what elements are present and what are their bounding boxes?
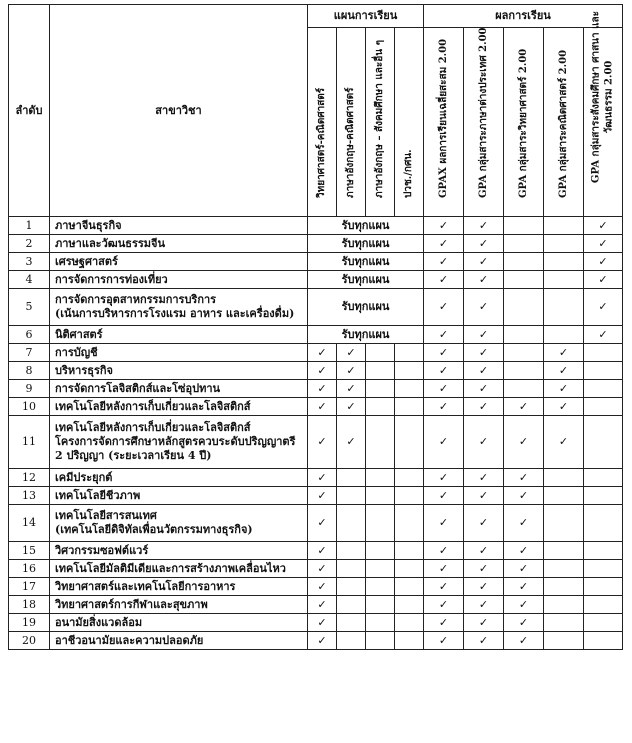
result-check-cell: ✓ — [544, 344, 584, 362]
result-check-cell: ✓ — [584, 217, 623, 235]
result-check-cell: ✓ — [424, 542, 464, 560]
result-empty-cell — [584, 505, 623, 542]
major-name — [50, 380, 308, 398]
table-row — [9, 487, 623, 505]
result-empty-cell — [584, 596, 623, 614]
major-name-line: เทคโนโลยีหลังการเก็บเกี่ยวและโลจิสติกส์ — [55, 399, 251, 413]
row-number: 3 — [9, 253, 50, 271]
result-empty-cell — [504, 253, 544, 271]
result-check-cell: ✓ — [544, 380, 584, 398]
result-check-cell: ✓ — [464, 632, 504, 650]
result-empty-cell — [544, 632, 584, 650]
result-check-cell: ✓ — [464, 469, 504, 487]
result-check-cell: ✓ — [504, 632, 544, 650]
result-check-cell: ✓ — [424, 271, 464, 289]
plan-all-cell: รับทุกแผน — [308, 326, 424, 344]
plan-empty-cell — [395, 560, 424, 578]
plan-empty-cell — [395, 632, 424, 650]
major-name-line: 2 ปริญญา (ระยะเวลาเรียน 4 ปี) — [55, 448, 212, 462]
plan-check-cell: ✓ — [308, 542, 337, 560]
result-empty-cell — [584, 469, 623, 487]
result-empty-cell — [504, 217, 544, 235]
table-row — [9, 271, 623, 289]
plan-empty-cell — [395, 614, 424, 632]
plan-empty-cell — [366, 542, 395, 560]
major-name-line: เทคโนโลยีชีวภาพ — [55, 488, 141, 502]
major-name — [50, 217, 308, 235]
result-check-cell: ✓ — [504, 416, 544, 469]
result-check-cell: ✓ — [424, 505, 464, 542]
result-check-cell: ✓ — [424, 578, 464, 596]
result-check-cell: ✓ — [424, 469, 464, 487]
plan-check-cell: ✓ — [308, 560, 337, 578]
table-row — [9, 253, 623, 271]
result-empty-cell — [584, 416, 623, 469]
result-check-cell: ✓ — [464, 578, 504, 596]
major-name-line: โครงการจัดการศึกษาหลักสูตรควบระดับปริญญาตรี — [55, 435, 296, 449]
major-name — [50, 416, 308, 469]
result-check-cell: ✓ — [464, 398, 504, 416]
plan-empty-cell — [395, 542, 424, 560]
plan-check-cell: ✓ — [308, 614, 337, 632]
result-check-cell: ✓ — [584, 235, 623, 253]
plan-check-cell: ✓ — [337, 416, 366, 469]
table-row — [9, 235, 623, 253]
result-check-cell: ✓ — [584, 289, 623, 326]
plan-empty-cell — [395, 362, 424, 380]
result-check-cell: ✓ — [424, 362, 464, 380]
plan-empty-cell — [395, 505, 424, 542]
result-check-cell: ✓ — [464, 487, 504, 505]
result-check-cell: ✓ — [424, 487, 464, 505]
header-result-col — [424, 28, 464, 217]
row-number: 9 — [9, 380, 50, 398]
table-row — [9, 560, 623, 578]
major-name — [50, 398, 308, 416]
result-empty-cell — [544, 578, 584, 596]
plan-check-cell: ✓ — [308, 469, 337, 487]
header-result-label: GPAX ผลการเรียนเฉลี่ยสะสม 2.00 — [437, 38, 449, 198]
result-check-cell: ✓ — [424, 380, 464, 398]
result-check-cell: ✓ — [464, 344, 504, 362]
result-empty-cell — [584, 632, 623, 650]
result-check-cell: ✓ — [464, 326, 504, 344]
plan-empty-cell — [395, 416, 424, 469]
header-plan-col — [337, 28, 366, 217]
plan-check-cell: ✓ — [337, 380, 366, 398]
row-number: 18 — [9, 596, 50, 614]
table-row — [9, 505, 623, 542]
plan-empty-cell — [337, 542, 366, 560]
table-row — [9, 416, 623, 469]
result-check-cell: ✓ — [504, 398, 544, 416]
header-plan-col — [395, 28, 424, 217]
result-check-cell: ✓ — [424, 289, 464, 326]
table-row — [9, 380, 623, 398]
header-plan-label: ปวช./กศน. — [402, 148, 414, 198]
plan-check-cell: ✓ — [308, 398, 337, 416]
header-no: ลำดับ — [9, 5, 50, 217]
result-empty-cell — [584, 560, 623, 578]
result-empty-cell — [504, 362, 544, 380]
plan-empty-cell — [366, 505, 395, 542]
result-empty-cell — [584, 362, 623, 380]
result-check-cell: ✓ — [464, 505, 504, 542]
row-number: 7 — [9, 344, 50, 362]
result-check-cell: ✓ — [464, 362, 504, 380]
result-empty-cell — [504, 344, 544, 362]
plan-all-cell: รับทุกแผน — [308, 253, 424, 271]
row-number: 6 — [9, 326, 50, 344]
result-empty-cell — [504, 326, 544, 344]
result-check-cell: ✓ — [424, 326, 464, 344]
major-name-line: การจัดการอุตสาหกรรมการบริการ — [55, 293, 217, 307]
row-number: 10 — [9, 398, 50, 416]
result-check-cell: ✓ — [504, 487, 544, 505]
plan-all-cell: รับทุกแผน — [308, 289, 424, 326]
result-check-cell: ✓ — [464, 289, 504, 326]
result-check-cell: ✓ — [584, 253, 623, 271]
table-row — [9, 614, 623, 632]
plan-empty-cell — [366, 416, 395, 469]
plan-all-cell: รับทุกแผน — [308, 271, 424, 289]
major-name — [50, 578, 308, 596]
result-check-cell: ✓ — [424, 398, 464, 416]
table-row — [9, 326, 623, 344]
plan-empty-cell — [366, 362, 395, 380]
plan-check-cell: ✓ — [308, 344, 337, 362]
plan-empty-cell — [337, 614, 366, 632]
major-name — [50, 344, 308, 362]
major-name — [50, 289, 308, 326]
header-plan-label: ภาษาอังกฤษ – สังคมศึกษา และอื่น ๆ — [373, 39, 385, 198]
result-check-cell: ✓ — [424, 344, 464, 362]
result-check-cell: ✓ — [464, 271, 504, 289]
plan-empty-cell — [366, 560, 395, 578]
row-number: 5 — [9, 289, 50, 326]
header-row-groups — [9, 5, 623, 28]
major-name — [50, 487, 308, 505]
row-number: 13 — [9, 487, 50, 505]
result-check-cell: ✓ — [424, 253, 464, 271]
result-empty-cell — [544, 505, 584, 542]
result-empty-cell — [584, 487, 623, 505]
plan-empty-cell — [395, 344, 424, 362]
plan-empty-cell — [366, 469, 395, 487]
result-empty-cell — [544, 542, 584, 560]
row-number: 12 — [9, 469, 50, 487]
header-result-label: GPA กลุ่มสาระสังคมศึกษา ศาสนา และวัฒนธรรม 2.00 — [590, 10, 614, 184]
result-empty-cell — [544, 253, 584, 271]
result-check-cell: ✓ — [464, 560, 504, 578]
row-number: 17 — [9, 578, 50, 596]
major-name-line: การจัดการโลจิสติกส์และโซ่อุปทาน — [55, 381, 221, 395]
plan-check-cell: ✓ — [337, 344, 366, 362]
result-check-cell: ✓ — [504, 469, 544, 487]
plan-empty-cell — [366, 596, 395, 614]
result-empty-cell — [544, 614, 584, 632]
major-name-line: เศรษฐศาสตร์ — [55, 254, 118, 268]
header-result-col — [504, 28, 544, 217]
result-check-cell: ✓ — [464, 416, 504, 469]
plan-empty-cell — [395, 398, 424, 416]
result-check-cell: ✓ — [504, 578, 544, 596]
plan-all-cell: รับทุกแผน — [308, 235, 424, 253]
result-empty-cell — [544, 326, 584, 344]
row-number: 4 — [9, 271, 50, 289]
header-result-col — [544, 28, 584, 217]
result-check-cell: ✓ — [464, 217, 504, 235]
result-empty-cell — [544, 289, 584, 326]
plan-empty-cell — [366, 487, 395, 505]
major-name — [50, 253, 308, 271]
admission-table-sheet — [0, 4, 623, 650]
major-name-line: วิทยาศาสตร์การกีฬาและสุขภาพ — [55, 597, 208, 611]
plan-check-cell: ✓ — [308, 380, 337, 398]
header-result-col — [464, 28, 504, 217]
result-check-cell: ✓ — [464, 596, 504, 614]
row-number: 15 — [9, 542, 50, 560]
header-result-label: GPA กลุ่มสาระคณิตศาสตร์ 2.00 — [557, 49, 569, 198]
plan-empty-cell — [366, 632, 395, 650]
result-check-cell: ✓ — [544, 398, 584, 416]
plan-empty-cell — [395, 596, 424, 614]
row-number: 8 — [9, 362, 50, 380]
table-row — [9, 362, 623, 380]
result-check-cell: ✓ — [424, 560, 464, 578]
major-name-line: นิติศาสตร์ — [55, 327, 103, 341]
major-name-line: เคมีประยุกต์ — [55, 470, 113, 484]
plan-empty-cell — [395, 380, 424, 398]
result-check-cell: ✓ — [424, 217, 464, 235]
result-empty-cell — [584, 398, 623, 416]
row-number: 1 — [9, 217, 50, 235]
table-row — [9, 578, 623, 596]
row-number: 19 — [9, 614, 50, 632]
table-body — [9, 217, 623, 650]
result-empty-cell — [544, 487, 584, 505]
plan-empty-cell — [366, 380, 395, 398]
row-number: 2 — [9, 235, 50, 253]
major-name — [50, 632, 308, 650]
header-major: สาขาวิชา — [50, 5, 308, 217]
result-check-cell: ✓ — [544, 362, 584, 380]
major-name-line: วิศวกรรมซอฟต์แวร์ — [55, 543, 149, 557]
plan-empty-cell — [366, 614, 395, 632]
major-name-line: อาชีวอนามัยและความปลอดภัย — [55, 633, 204, 647]
row-number: 20 — [9, 632, 50, 650]
result-empty-cell — [544, 235, 584, 253]
admission-criteria-table — [8, 4, 623, 650]
header-group-plan: แผนการเรียน — [308, 5, 424, 28]
major-name — [50, 596, 308, 614]
major-name-line: เทคโนโลยีมัลติมีเดียและการสร้างภาพเคลื่อนไหว — [55, 561, 286, 575]
plan-check-cell: ✓ — [308, 362, 337, 380]
table-row — [9, 289, 623, 326]
plan-check-cell: ✓ — [337, 398, 366, 416]
result-empty-cell — [504, 235, 544, 253]
table-row — [9, 632, 623, 650]
plan-check-cell: ✓ — [308, 596, 337, 614]
row-number: 16 — [9, 560, 50, 578]
plan-empty-cell — [395, 487, 424, 505]
result-empty-cell — [504, 271, 544, 289]
table-row — [9, 596, 623, 614]
result-check-cell: ✓ — [424, 596, 464, 614]
table-row — [9, 217, 623, 235]
plan-empty-cell — [337, 632, 366, 650]
major-name-line: (เทคโนโลยีดิจิทัลเพื่อนวัตกรรมทางธุรกิจ) — [55, 523, 253, 536]
result-empty-cell — [584, 344, 623, 362]
header-result-col — [584, 10, 623, 217]
result-check-cell: ✓ — [504, 505, 544, 542]
result-check-cell: ✓ — [584, 271, 623, 289]
major-name-line: (เน้นการบริหารการโรงแรม อาหาร และเครื่องดื่ม) — [55, 307, 295, 320]
result-empty-cell — [584, 542, 623, 560]
result-empty-cell — [504, 289, 544, 326]
result-check-cell: ✓ — [464, 542, 504, 560]
result-check-cell: ✓ — [424, 614, 464, 632]
plan-empty-cell — [337, 469, 366, 487]
major-name — [50, 271, 308, 289]
result-empty-cell — [504, 380, 544, 398]
major-name — [50, 235, 308, 253]
major-name-line: เทคโนโลยีสารสนเทศ — [55, 509, 157, 523]
result-empty-cell — [584, 380, 623, 398]
major-name — [50, 469, 308, 487]
result-empty-cell — [584, 614, 623, 632]
header-group-result: ผลการเรียน — [424, 5, 623, 28]
major-name-line: การจัดการการท่องเที่ยว — [55, 272, 168, 286]
plan-empty-cell — [337, 578, 366, 596]
result-check-cell: ✓ — [504, 542, 544, 560]
result-check-cell: ✓ — [424, 632, 464, 650]
result-empty-cell — [544, 596, 584, 614]
major-name-line: การบัญชี — [55, 345, 98, 359]
result-check-cell: ✓ — [464, 235, 504, 253]
major-name — [50, 326, 308, 344]
result-check-cell: ✓ — [424, 235, 464, 253]
plan-check-cell: ✓ — [308, 578, 337, 596]
plan-empty-cell — [366, 344, 395, 362]
result-check-cell: ✓ — [504, 614, 544, 632]
table-row — [9, 344, 623, 362]
result-check-cell: ✓ — [504, 560, 544, 578]
result-check-cell: ✓ — [464, 380, 504, 398]
plan-check-cell: ✓ — [308, 632, 337, 650]
result-empty-cell — [584, 578, 623, 596]
header-plan-col — [308, 28, 337, 217]
plan-empty-cell — [337, 487, 366, 505]
table-row — [9, 542, 623, 560]
major-name-line: อนามัยสิ่งแวดล้อม — [55, 615, 143, 629]
plan-empty-cell — [395, 469, 424, 487]
major-name-line: วิทยาศาสตร์และเทคโนโลยีการอาหาร — [55, 579, 236, 593]
major-name-line: ภาษาจีนธุรกิจ — [55, 218, 122, 232]
major-name — [50, 614, 308, 632]
result-check-cell: ✓ — [424, 416, 464, 469]
plan-empty-cell — [337, 505, 366, 542]
result-empty-cell — [544, 217, 584, 235]
header-plan-col — [366, 28, 395, 217]
result-check-cell: ✓ — [504, 596, 544, 614]
major-name — [50, 505, 308, 542]
plan-check-cell: ✓ — [308, 487, 337, 505]
table-row — [9, 469, 623, 487]
result-empty-cell — [544, 469, 584, 487]
result-empty-cell — [544, 560, 584, 578]
major-name — [50, 362, 308, 380]
table-row — [9, 398, 623, 416]
plan-empty-cell — [395, 578, 424, 596]
row-number: 14 — [9, 505, 50, 542]
plan-check-cell: ✓ — [308, 505, 337, 542]
major-name-line: ภาษาและวัฒนธรรมจีน — [55, 236, 165, 250]
plan-empty-cell — [366, 578, 395, 596]
result-check-cell: ✓ — [544, 416, 584, 469]
header-plan-label: วิทยาศาสตร์-คณิตศาสตร์ — [315, 87, 327, 198]
major-name — [50, 542, 308, 560]
plan-all-cell: รับทุกแผน — [308, 217, 424, 235]
plan-empty-cell — [337, 596, 366, 614]
row-number: 11 — [9, 416, 50, 469]
major-name — [50, 560, 308, 578]
plan-empty-cell — [366, 398, 395, 416]
result-check-cell: ✓ — [584, 326, 623, 344]
major-name-line: เทคโนโลยีหลังการเก็บเกี่ยวและโลจิสติกส์ — [55, 421, 251, 435]
result-check-cell: ✓ — [464, 614, 504, 632]
major-name-line: บริหารธุรกิจ — [55, 363, 113, 377]
header-result-label: GPA กลุ่มสาระภาษาต่างประเทศ 2.00 — [477, 27, 489, 198]
result-check-cell: ✓ — [464, 253, 504, 271]
result-empty-cell — [544, 271, 584, 289]
header-result-label: GPA กลุ่มสาระวิทยาศาสตร์ 2.00 — [517, 48, 529, 198]
plan-check-cell: ✓ — [337, 362, 366, 380]
header-plan-label: ภาษาอังกฤษ-คณิตศาสตร์ — [344, 86, 356, 198]
plan-check-cell: ✓ — [308, 416, 337, 469]
plan-empty-cell — [337, 560, 366, 578]
